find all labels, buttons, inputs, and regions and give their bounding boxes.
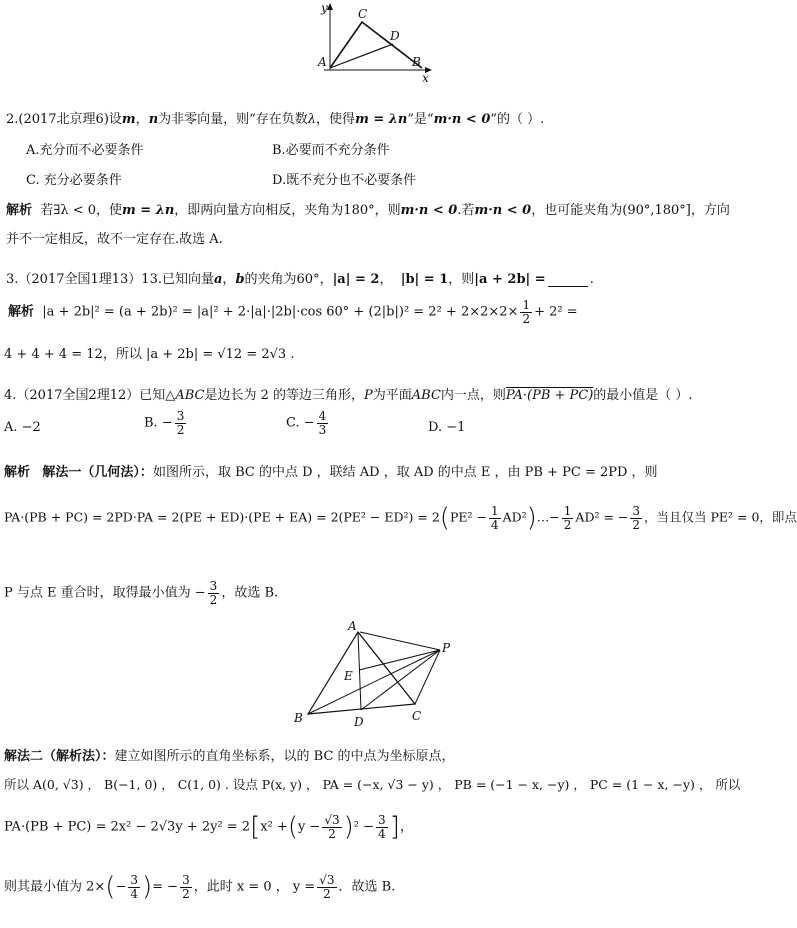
q2-option-a: A.充分而不必要条件 bbox=[26, 143, 144, 158]
q3-stem: 3.（2017全国1理13）13.已知向量a，b的夹角为60°，|a| = 2， |b| = 1，则|a + 2b| = . bbox=[6, 272, 594, 287]
fig1-label-d: D bbox=[390, 29, 400, 43]
q4-method1-conclusion: P 与点 E 重合时，取得最小值为 − $\frac{3}{2}$ ，故选 B. bbox=[4, 579, 279, 607]
q4-method1-intro: 解析 解法一（几何法）：如图所示，取 BC 的中点 D ，联结 AD ，取 AD 的中点 E ，由 PB + PC = 2PD ，则 bbox=[4, 465, 658, 480]
fig2-label-e: E bbox=[344, 669, 353, 683]
q4-stem: 4.（2017全国2理12）已知△ABC是边长为 2 的等边三角形，P为平面ABC内一点，则PA·(PB + PC)的最小值是（ ）. bbox=[4, 388, 693, 403]
fig1-label-c: C bbox=[358, 7, 368, 21]
fig1-label-y: y bbox=[321, 1, 328, 15]
q4-method2-conclusion: 则其最小值为 2×(− $\frac{3}{4}$ )= − $\frac{3}{2}$ ，此时 x = 0 ， y = $\frac{√3}{2}$ ．故选 B. bbox=[4, 872, 396, 903]
q2-solution: 解析 若∃λ < 0，使m = λn，即两向量方向相反，夹角为180°，则m·n < 0.若m·n < 0，也可能夹角为(90°,180°]，方向 bbox=[6, 203, 730, 218]
q2-stem: 2.(2017北京理6)设m，n为非零向量，则“存在负数λ，使得m = λn”是“m·n < 0”的（ ）. bbox=[6, 112, 545, 127]
fig1-label-a: A bbox=[318, 55, 327, 69]
q3-solution-line2: 4 + 4 + 4 = 12，所以 |a + 2b| = √12 = 2√3 . bbox=[4, 347, 295, 362]
fig1-label-b: B bbox=[412, 55, 421, 69]
q4-method1-equation: PA·(PB + PC) = 2PD·PA = 2(PE + ED)·(PE + EA) = 2(PE² − ED²) = 2(PE² − $\frac{1}{4}$ AD²)…− $\frac{1}{2}$ AD² = − $\frac{3}{2}$ ，当且仅当 PE² = 0，即点 bbox=[4, 503, 797, 534]
q2-option-c: C. 充分必要条件 bbox=[26, 173, 122, 188]
q4-method2-coords: 所以 A(0, √3) ， B(−1, 0) ， C(1, 0) . 设点 P(x, y) ， PA = (−x, √3 − y) ， PB = (−1 − x, −y) ， PC = (1 − x, −y) ， 所以 bbox=[4, 777, 741, 792]
q4-method2-intro: 解法二（解析法）：建立如图所示的直角坐标系，以的 BC 的中点为坐标原点， bbox=[4, 749, 455, 764]
fig2-label-a: A bbox=[348, 619, 357, 633]
q2-option-d: D.既不充分也不必要条件 bbox=[272, 173, 417, 188]
fig2-label-d: D bbox=[354, 715, 364, 729]
fig2-label-b: B bbox=[294, 711, 303, 725]
q4-method2-expression: PA·(PB + PC) = 2x² − 2√3y + 2y² = 2[x² +(y − $\frac{√3}{2}$ )² − $\frac{3}{4}$ ]， bbox=[4, 812, 413, 843]
q4-option-d: D. −1 bbox=[428, 420, 466, 435]
q3-solution: 解析 |a + 2b|² = (a + 2b)² = |a|² + 2·|a|·|2b|·cos 60° + (2|b|)² = 2² + 2×2×2× $\frac{1}{2}$ + 2² = bbox=[8, 298, 578, 326]
fig1-label-x: x bbox=[422, 71, 429, 85]
fig2-label-c: C bbox=[412, 709, 422, 723]
q3-answer-blank bbox=[548, 286, 588, 287]
q4-option-b: B. − $\frac{3}{2}$ bbox=[144, 409, 185, 437]
q4-option-c: C. − $\frac{4}{3}$ bbox=[286, 409, 327, 437]
figure-triangle-axes bbox=[300, 0, 440, 85]
q4-option-a: A. −2 bbox=[4, 420, 41, 435]
figure-triangle-point-p bbox=[290, 618, 460, 736]
fig2-label-p: P bbox=[442, 641, 451, 655]
q2-solution-line2: 并不一定相反，故不一定存在.故选 A. bbox=[6, 232, 223, 247]
q2-option-b: B.必要而不充分条件 bbox=[272, 143, 390, 158]
